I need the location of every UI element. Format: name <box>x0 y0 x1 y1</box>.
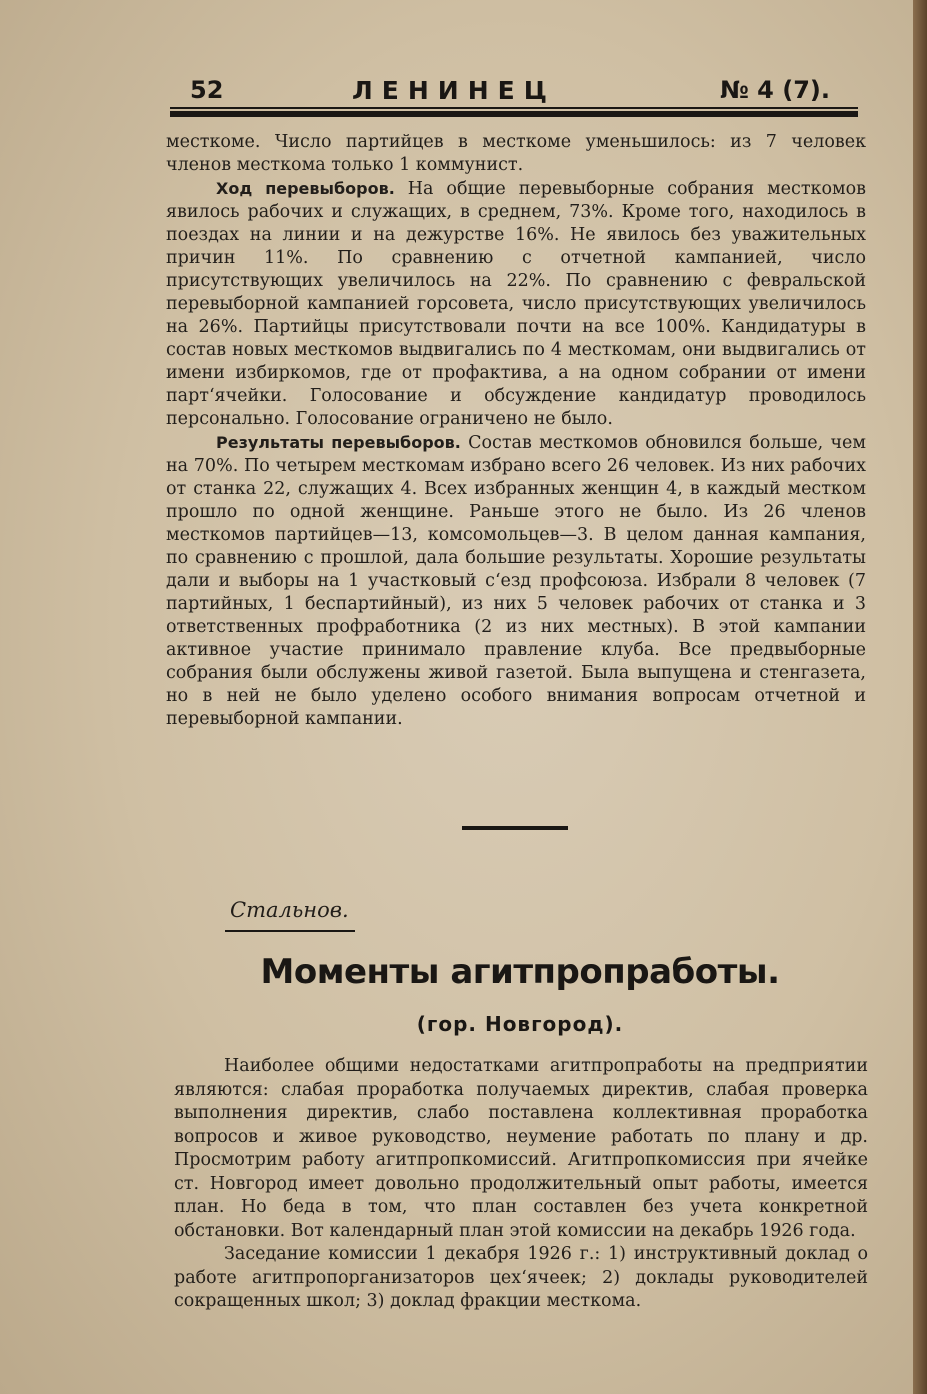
article-title: Моменты агитпропработы. <box>260 952 780 992</box>
section-continued-text <box>166 131 866 731</box>
paragraph-text: Состав месткомов обновился больше, чем на 70%. По четырем месткомам избрано всего 26 человек. Из них рабочих от станка 22, служащих 4. Всех избранных женщин 4, в каждый местком прошло по одной женщине. Раньше этого не было. Из 26 членов месткомов партийцев—13, комсомольцев—3. В целом данная кампания, по сравнению с прошлой, дала большие результаты. Хорошие результаты дали и выборы на 1 участковый с‘езд профсоюза. Избрали 8 человек (7 партийных, 1 беспартийный), из них 5 человек рабочих от станка и 3 ответственных профработника (2 из них местных). В этой кампании активное участие принимало правление клуба. Все предвыборные собрания были обслужены живой газетой. Была выпущена и стенгазета, но в ней не было уделено особого внимания вопросам отчетной и перевыборной кампании. <box>166 433 866 729</box>
running-header <box>190 70 830 110</box>
page-number: 52 <box>190 76 224 104</box>
paragraph <box>166 177 866 431</box>
article-author: Стальнов. <box>230 898 349 922</box>
header-rule-thin <box>170 107 858 109</box>
article-body <box>174 1055 868 1314</box>
paragraph-text: На общие перевыборные собрания месткомов явилось рабочих и служащих, в среднем, 73%. Кроме того, находилось в поездах на линии и на дежурстве 16%. Не явилось без уважительных причин 11%. По сравнению с отчетной кампанией, число присутствующих увеличилось на 22%. По сравнению с февральской перевыборной кампанией горсовета, число присутствующих увеличилось на 26%. Партийцы присутствовали почти на все 100%. Кандидатуры в состав новых месткомов выдвигались по 4 месткомам, они выдвигались от имени избиркомов, где от профактива, а на одном собрании от имени парт‘ячейки. Голосование и обсуждение кандидатур проводилось персонально. Голосование ограничено не было. <box>166 179 866 429</box>
header-rule-thick <box>170 111 858 117</box>
run-in-heading: Результаты перевыборов. <box>216 433 461 452</box>
paragraph: Наиболее общими недостатками агитпропработы на предприятии являются: слабая проработка получаемых директив, слабая проверка выполнения директив, слабо поставлена коллективная проработка вопросов и живое руководство, неумение работать по плану и др. Просмотрим работу агитпропкомиссий. Агитпропкомиссия при ячейке ст. Новгород имеет довольно продолжительный опыт работы, имеется план. Но беда в том, что план составлен без учета конкретной обстановки. Вот календарный план этой комиссии на декабрь 1926 года. <box>174 1056 868 1241</box>
paragraph: месткоме. Число партийцев в месткоме уменьшилось: из 7 человек членов месткома только 1 коммунист. <box>166 132 866 175</box>
journal-name: ЛЕНИНЕЦ <box>352 76 556 105</box>
article-subtitle: (гор. Новгород). <box>416 1012 624 1036</box>
issue-number: № 4 (7). <box>719 76 830 104</box>
run-in-heading: Ход перевыборов. <box>216 179 395 198</box>
paragraph <box>166 431 866 731</box>
author-underline <box>225 930 355 932</box>
section-separator <box>462 826 568 830</box>
page-binding-edge <box>913 0 927 1394</box>
paragraph: Заседание комиссии 1 декабря 1926 г.: 1) инструктивный доклад о работе агитпропорганизаторов цех‘ячеек; 2) доклады руководителей сокращенных школ; 3) доклад фракции месткома. <box>174 1244 868 1311</box>
